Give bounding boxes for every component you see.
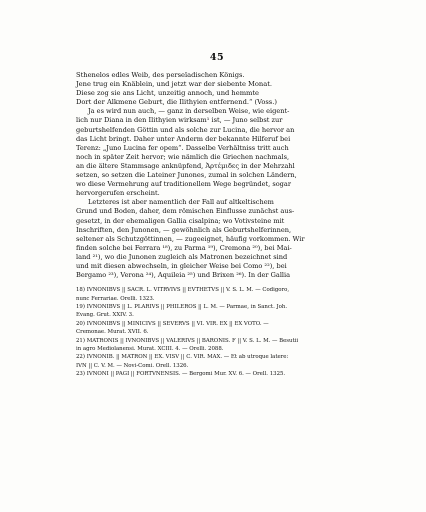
footnote-continuation: Evang. Grut. XXIV. 3. <box>76 312 134 319</box>
footnote-22 <box>76 353 358 361</box>
text-line: Letzteres ist aber namentlich der Fall auf altkeltischem <box>88 198 274 207</box>
text-line: Terenz: „Juno Lucina fer opem“. Dasselbe Verhältniss tritt auch <box>76 143 289 152</box>
footnote-20 <box>76 320 358 328</box>
footnote-number: 20) <box>76 320 85 327</box>
text-line: Grund und Boden, daher, dem römischen Einflusse zunächst aus- <box>76 207 295 216</box>
page-content <box>76 52 358 379</box>
verse-line: Diese zog sie ans Licht, unzeitig annoch, und hemmte <box>76 89 260 98</box>
footnote-18 <box>76 286 358 294</box>
footnotes <box>76 286 358 378</box>
footnote-number: 23) <box>76 371 85 378</box>
footnote-continuation: nunc Ferrariae. Orelli. 1323. <box>76 295 155 302</box>
text-line: und mit diesen abwechseln, in gleicher Weise bei Como ²²), bei <box>76 261 287 270</box>
footnote-number: 22) <box>76 354 85 361</box>
text-line: lich nur Diana in den Ilithyien wirksam¹ ist, — Juno selbst zur <box>76 116 283 125</box>
paragraph-1 <box>76 107 358 198</box>
text-line: geburtshelfenden Göttin und als solche zur Lucina, die hervor an <box>76 125 295 134</box>
footnote-19 <box>76 303 358 311</box>
page-number: 45 <box>209 52 225 63</box>
text-line: Ja es wird nun auch, — ganz in derselben Weise, wie eigent- <box>88 107 290 116</box>
footnote-number: 21) <box>76 337 85 344</box>
paragraph-2 <box>76 198 358 280</box>
text-line: Bergamo ²³), Verona ²⁴), Aquileia ²⁵) und Brixen ²⁶). In der Gallia <box>76 271 291 280</box>
verse-line: Dort der Alkmene Geburt, die Ilithyien entfernend.“ (Voss.) <box>76 98 277 107</box>
verse-line: Sthenelos edles Weib, des perseïadischen Königs. <box>76 71 245 79</box>
text-line: das Licht bringt. Daher unter Anderm der bekannte Hilferuf bei <box>76 134 291 143</box>
text-line: land ²¹), wo die Junonen zugleich als Matronen bezeichnet sind <box>76 252 288 261</box>
text-line: seltener als Schutzgöttinnen, — zugeeignet, häufig vorkommen. Wir <box>76 234 305 243</box>
footnote-continuation: IVN || C. V. M. — Novi-Comi. Orell. 1326. <box>76 362 189 369</box>
text-line: gesetzt, in der ehemaligen Gallia cisalpina; wo Votivsteine mit <box>76 216 285 225</box>
text-line: Inschriften, den Junonen, — gewöhnlich als Geburtshelferinnen, <box>76 225 292 234</box>
footnote-23 <box>76 370 358 378</box>
footnote-text: MATRONIS || IVNONIBVS || VALERIVS || BARONIS. F || V. S. L. M. — Besutii <box>86 337 299 344</box>
footnote-continuation: Cremonae. Murat. XVII. 6. <box>76 329 149 336</box>
footnote-21 <box>76 337 358 345</box>
footnote-continuation: in agro Mediolanensi. Murat. XCIII. 4. — Orelli. 2088. <box>76 346 224 352</box>
footnote-text: IVNONIB. || MATRON || EX. VISV || C. VIR. MAX. — Et ab utroque latere: <box>86 354 289 361</box>
footnote-text: IVNONI || PAGI || FORTVNENSIS. — Bergomi Mur. XV. 6. — Orell. 1325. <box>86 371 286 378</box>
footnote-text: IVNONIBVS || MINICIVS || SEVERVS || VI. VIR. EX || EX VOTO. — <box>86 320 269 327</box>
footnote-number: 19) <box>76 303 85 310</box>
text-line: hervorgerufen erscheint. <box>76 189 160 198</box>
footnote-text: IVNONIBVS || SACR. L. VITRVIVS || EVTHETVS || V. S. L. M. — Codigoro, <box>86 287 290 294</box>
verse-quote <box>76 71 358 107</box>
verse-line: Jene trug ein Knäblein, und jetzt war der siebente Monat. <box>76 80 273 89</box>
text-line: finden solche bei Ferrara ¹⁸), zu Parma ¹⁹), Cremona ²⁰), bei Mai- <box>76 243 292 252</box>
text-line: wo diese Vermehrung auf traditionellem Wege begründet, sogar <box>76 180 291 189</box>
text-line: an die ältere Stammsage anknüpfend, Ἀρτέμιδες in der Mehrzahl <box>76 161 295 170</box>
text-line: setzen, so setzen die Lateiner Junones, zumal in solchen Ländern, <box>76 171 297 180</box>
text-line: noch in später Zeit hervor; wie nämlich die Griechen nachmals, <box>76 152 290 161</box>
footnote-number: 18) <box>76 287 85 294</box>
footnote-text: IVNONIBVS || L. PLARIVS || PHILEROS || L. M. — Parmae, in Sanct. Joh. <box>86 303 288 310</box>
